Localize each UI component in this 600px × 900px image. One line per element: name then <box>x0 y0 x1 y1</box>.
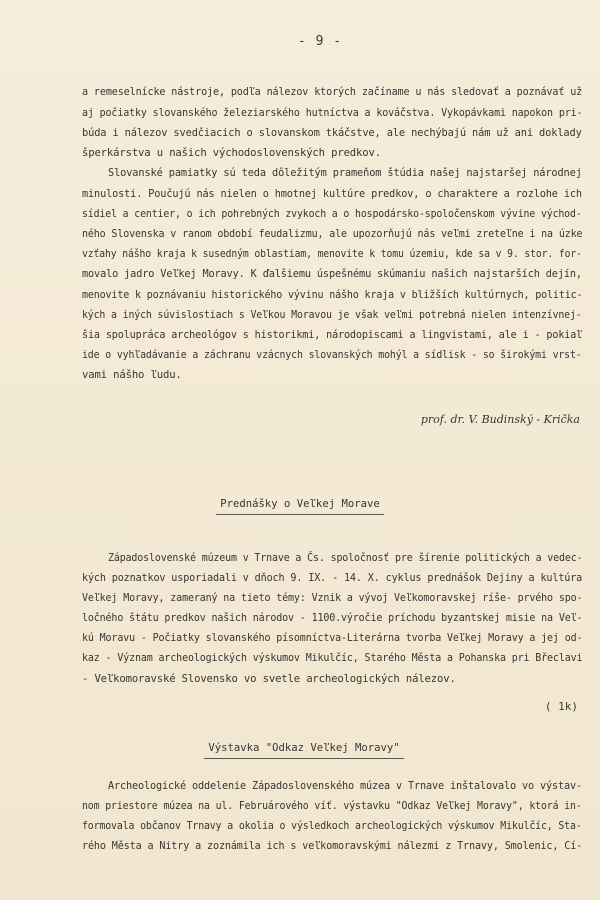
reference-note: ( 1k) <box>544 700 578 713</box>
text-line: Veľkej Moravy, zameraný na tieto témy: Vznik a vývoj Veľkomoravskej ríše- prvého spo- <box>82 592 583 604</box>
section-heading <box>0 498 600 510</box>
page-number: - 9 - <box>297 34 343 49</box>
text-line: rého Města a Nitry a zoznámila ich s veľkomoravskými nálezmi z Trnavy, Smolenic, Cí- <box>82 840 583 852</box>
text-line: - Veľkomoravské Slovensko vo svetle archeologických nálezov. <box>82 673 456 685</box>
text-line: vzťahy nášho kraja k susedným oblastiam, menovite k tomu územiu, kde sa v 9. stor. for- <box>82 248 582 260</box>
text-line: ločného štátu predkov našich národov - 1100.výročie príchodu byzantskej misie na Veľ- <box>82 612 583 624</box>
section-heading-text: Prednášky o Veľkej Morave <box>220 498 380 510</box>
text-line: búda i nálezov svedčiacich o slovanskom tkáčstve, ale nechýbajú nám už ani doklady <box>82 127 582 139</box>
text-line: aj počiatky slovanského železiarského hutníctva a kováčstva. Vykopávkami napokon pri- <box>82 107 583 119</box>
text-line: menovite k poznávaniu historického vývinu nášho kraja v bližších kultúrnych, politic- <box>82 289 583 301</box>
text-line: Archeologické oddelenie Západoslovenského múzea v Trnave inštalovalo vo výstav- <box>108 780 583 792</box>
text-line: movalo jadro Veľkej Moravy. K ďalšiemu úspešnému skúmaniu našich najstarších dejín, <box>82 268 582 280</box>
text-line: Západoslovenské múzeum v Trnave a Čs. spoločnosť pre šírenie politických a vedec- <box>108 552 583 564</box>
text-line: Slovanské pamiatky sú teda dôležitým prameňom štúdia našej najstaršej národnej <box>108 167 582 179</box>
text-line: nom priestore múzea na ul. Februárového víť. výstavku "Odkaz Veľkej Moravy", ktorá in- <box>82 800 582 812</box>
text-line: vami nášho ľudu. <box>82 369 182 381</box>
text-line: ide o vyhľadávanie a záchranu vzácnych slovanských mohýl a sídlisk - so širokými vrst- <box>82 349 582 361</box>
text-line: šia spolupráca archeológov s historikmi, národopiscami a lingvistami, ale i - pokiaľ <box>82 329 583 341</box>
section-heading-text: Výstavka "Odkaz Veľkej Moravy" <box>208 742 400 754</box>
text-line: kých a iných súvislostiach s Veľkou Moravou je však veľmi potrebná nielen intenzívnej- <box>82 309 582 321</box>
text-line: formovala občanov Trnavy a okolia o výsledkoch archeologických výskumov Mikulčíc, Sta- <box>82 820 582 832</box>
text-line: ného Slovenska v ranom období feudalizmu, ale upozorňujú nás veľmi zreteľne i na úzke <box>82 228 583 240</box>
author-signature: prof. dr. V. Budinský - Krička <box>420 413 580 426</box>
text-line: kých poznatkov usporiadali v dňoch 9. IX. - 14. X. cyklus prednášok Dejiny a kultúra <box>82 572 583 584</box>
text-line: kú Moravu - Počiatky slovanského písomníctva-Literárna tvorba Veľkej Moravy a jej od- <box>82 632 583 644</box>
text-line: minulosti. Poučujú nás nielen o hmotnej kultúre predkov, o charaktere a rozlohe ich <box>82 188 582 200</box>
text-line: sídiel a centier, o ich pohrebných zvykoch a o hospodársko-spoločenskom vývine východ- <box>82 208 582 220</box>
section-heading <box>0 742 600 754</box>
text-line: kaz - Význam archeologických výskumov Mikulčíc, Starého Města a Pohanska pri Břeclavi <box>82 652 583 664</box>
text-line: a remeselnícke nástroje, podľa nálezov ktorých začíname u nás sledovať a poznávať už <box>82 86 583 98</box>
text-line: šperkárstva u našich východoslovenských predkov. <box>82 147 381 159</box>
